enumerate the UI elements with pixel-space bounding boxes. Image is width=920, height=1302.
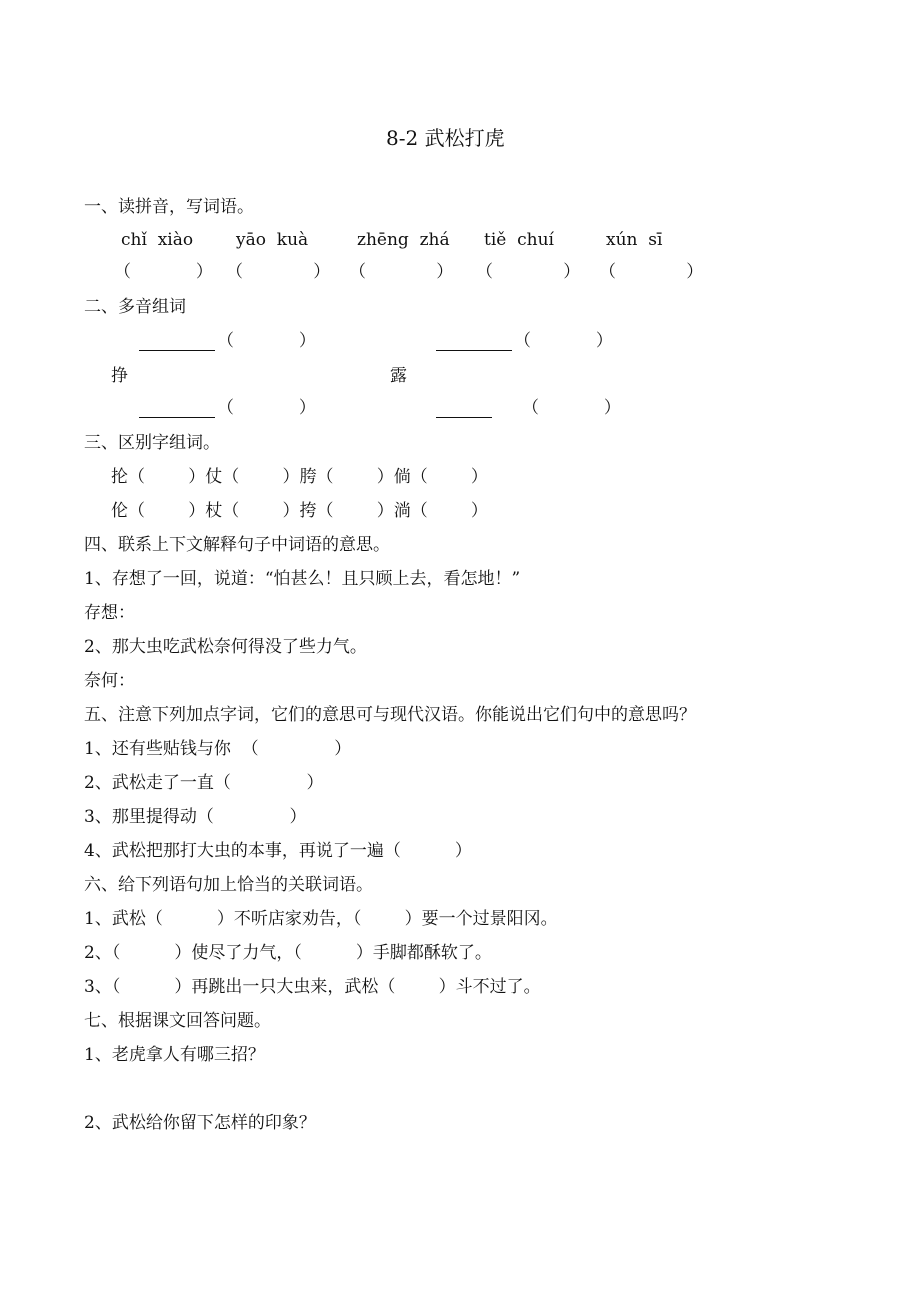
question: 2、那大虫吃武松奈何得没了些力气。 [84, 637, 367, 657]
pinyin-3: zhēng zhá [357, 230, 450, 250]
list-item: 2、武松走了一直（ ） [84, 773, 324, 793]
section-6-heading: 六、给下列语句加上恰当的关联词语。 [84, 875, 373, 895]
list-item: 4、武松把那打大虫的本事，再说了一遍（ ） [84, 841, 472, 861]
section-5-heading: 五、注意下列加点字词，它们的意思可与现代汉语。你能说出它们句中的意思吗？ [84, 705, 696, 725]
polyphone-char-2: 露 [390, 366, 407, 386]
list-item: 1、还有些贴钱与你 （ ） [84, 739, 352, 759]
blank-4[interactable]: （ ） [476, 262, 581, 282]
section-4-heading: 四、联系上下文解释句子中词语的意思。 [84, 535, 390, 555]
blank-3[interactable]: （ ） [349, 262, 454, 282]
blank-1[interactable]: （ ） [114, 262, 213, 282]
pinyin-4: tiě chuí [484, 230, 554, 250]
pinyin-2: yāo kuà [236, 230, 309, 250]
list-item: 1、武松（ ）不听店家劝告，（ ）要一个过景阳冈。 [84, 909, 558, 929]
list-item: 3、（ ）再跳出一只大虫来，武松（ ）斗不过了。 [84, 977, 541, 997]
page-title: 8-2 武松打虎 [386, 126, 505, 150]
answer-label: 奈何： [84, 671, 135, 691]
section-2-heading: 二、多音组词 [84, 297, 186, 317]
section-1-heading: 一、读拼音，写词语。 [84, 197, 254, 217]
answer-line[interactable] [139, 350, 215, 351]
answer-line[interactable] [139, 417, 215, 418]
pinyin-5: xún sī [606, 230, 663, 250]
question: 1、存想了一回，说道：“怕甚么！且只顾上去，看怎地！” [84, 569, 521, 589]
answer-label: 存想： [84, 603, 135, 623]
char-row-1: 抡（ ）仗（ ）胯（ ）倘（ ） [111, 467, 488, 487]
section-7-heading: 七、根据课文回答问题。 [84, 1011, 271, 1031]
pinyin-1: chǐ xiào [121, 230, 194, 250]
question: 2、武松给你留下怎样的印象？ [84, 1113, 316, 1133]
question: 1、老虎拿人有哪三招？ [84, 1045, 265, 1065]
paren-blank[interactable]: （ ） [217, 398, 316, 418]
section-3-heading: 三、区别字组词。 [84, 433, 220, 453]
paren-blank[interactable]: （ ） [522, 398, 621, 418]
answer-line[interactable] [436, 350, 512, 351]
paren-blank[interactable]: （ ） [217, 331, 316, 351]
list-item: 3、那里提得动（ ） [84, 807, 307, 827]
char-row-2: 伦（ ）杖（ ）挎（ ）淌（ ） [111, 501, 488, 521]
blank-5[interactable]: （ ） [599, 262, 704, 282]
answer-line[interactable] [436, 417, 492, 418]
paren-blank[interactable]: （ ） [514, 331, 613, 351]
list-item: 2、（ ）使尽了力气，（ ）手脚都酥软了。 [84, 943, 492, 963]
polyphone-char-1: 挣 [111, 366, 128, 386]
blank-2[interactable]: （ ） [226, 262, 331, 282]
